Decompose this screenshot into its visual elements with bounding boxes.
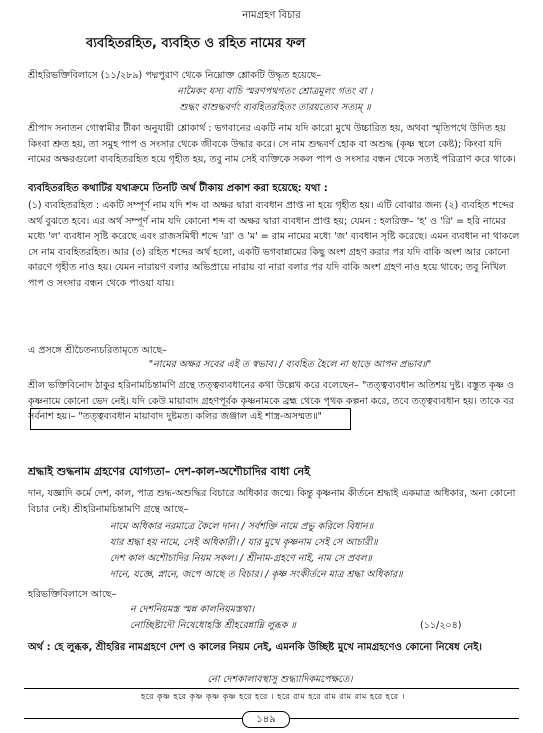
haribhakti-verse-1: ন দেশনিয়মস্ত স্মন্ন কালনিয়মস্তথা। <box>130 604 255 615</box>
footer-mantra: হরে কৃষ্ণ হরে কৃষ্ণ কৃষ্ণ কৃষ্ণ হরে হরে । হরে রাম হরে রাম রাম রাম হরে হরে । <box>141 692 405 701</box>
verse-line-2: শুদ্ধং বাশুদ্ধবর্ণং ব্যবহিতরহিতং তারয়ত্যেব সত্যম্ ॥ <box>179 102 371 113</box>
intro-paragraph: শ্রীহরিভক্তিবিলাসে (১১/২৮৯) পদ্মপুরাণ থেকে নিম্নোক্ত শ্লোকটি উদ্ধৃত হয়েছে– <box>28 70 322 81</box>
chaitanya-verse: "নামের অক্ষর সবের এই ত স্বভাব। / ব্যবহিত হৈলে না ছাড়ে আপন প্রভাব॥" <box>148 359 432 370</box>
verse-reference: (১১/২০৪) <box>420 620 462 631</box>
haribhakti-verse-2: নোচ্ছিষ্টাদৌ নিষেধোহস্তি শ্রীহরেন্নাম্নি লুব্ধক ॥ <box>130 620 296 631</box>
commentary-paragraph: শ্রীপাদ সনাতন গোস্বামীর টীকা অনুযায়ী শ্লোকার্থ : ভগবানের একটি নাম যদি কারো মুখে উচ্চারিত হয়, অথবা স্মৃতিপথে উদিত হয় কিংবা শ্রুত হয়, তা সমুহ পাপ ও সংসার থেকে জীবকে উদ্ধার করে। সে নাম শুদ্ধবর্ণ হোক বা অশুদ্ধ (কৃষ্ণ স্থলে কেষ্ট); কিংবা যদি নামের অক্ষরগুলো ব্যবহিতরহিত হয়ে গৃহীত হয়, তবু নাম সেই ব্যক্তিকে সকল পাপ ও সংসার বন্ধন থেকে সত্যই পরিত্রাণ করে থাকে। <box>28 123 516 165</box>
chaitanya-intro: এ প্রসঙ্গে শ্রীচৈতন্যচরিতামৃতে আছে– <box>28 345 167 356</box>
verse-line: নামে অধিকার নরমাত্রে কৈলে দান। / সর্বশক্তি নামে প্রভু করিলে বিধান॥ <box>110 521 374 532</box>
footer-rule-top <box>24 688 519 689</box>
section-heading-faith: শ্রদ্ধাই শুদ্ধনাম গ্রহণের যোগ্যতা– দেশ-কাল-অশৌচাদির বাধা নেই <box>28 465 310 478</box>
verse-line-1: নামৈকং যস্য বাচি স্মরণপথগতং শ্রোত্রমূলং গতং বা । <box>177 86 373 97</box>
verse-line: দেশ কাল অশৌচাদির নিয়ম সকল। / শ্রীনাম-গ্রহণে নাই, নাম সে প্রবল॥ <box>110 553 372 564</box>
section-title: ব্যবহিতরহিত, ব্যবহিত ও রহিত নামের ফল <box>86 36 306 51</box>
verse-block <box>110 519 403 583</box>
running-header: নামগ্রহণ বিচার <box>242 10 301 21</box>
bhaktivinoda-paragraph: শ্রীল ভক্তিবিনোদ ঠাকুর হরিনামচিন্তামণি গ্রন্থে তত্ত্বব্যবধানের কথা উল্লেখ করে বলেছেন– "তত্ত্বব্যবধান অতিশয় দুষ্ট। বস্তুত কৃষ্ণ ও কৃষ্ণনামে কোনো ভেদ নেই। যদি কেউ মায়াবাদ গ্রহণপূর্বক কৃষ্ণনামকে ব্রহ্ম থেকে পৃথক কল্পনা করে, তবে তত্ত্বব্যবধান হয়। তাকে বর সর্বনাশ হয়।– "তত্ত্বব্যবধান মায়াবাদ দুষ্টমত। কলির জঞ্জাল এই শাস্ত্র-অসম্মত॥" <box>28 380 515 422</box>
verse-line: যার শ্রদ্ধা হয় নামে, সেই অধিকারী। / যার মুখে কৃষ্ণনাম সেই সে আচারী॥ <box>110 537 378 548</box>
faith-paragraph: দান, যজ্ঞাদি কর্মে দেশ, কাল, পাত্র শুদ্ধ-অশুদ্ধির বিচারে অধিকার জন্মে। কিন্তু কৃষ্ণনাম কীর্তনে শ্রদ্ধাই একমাত্র অধিকার, অন্য কোনো বিচার নেই। শ্রীহরিনামচিন্তামণি গ্রন্থে আছে– <box>28 488 516 515</box>
haribhakti-intro: হরিভক্তিবিলাসে আছে– <box>28 589 117 600</box>
highlight-box <box>30 408 351 430</box>
subheading-meanings: ব্যবহিতরহিত কথাটির যথাক্রমে তিনটি অর্থ টীকায় প্রকাশ করা হয়েছে: যথা : <box>28 183 328 194</box>
verse-line: দানে, যজ্ঞে, স্নানে, জপে আছে ত বিচার। / কৃষ্ণ সংকীর্তনে মাত্র শ্রদ্ধা অধিকার॥ <box>110 569 403 580</box>
meanings-paragraph: (১) ব্যবহিতরহিত : একটি সম্পূর্ণ নাম যদি শব্দ বা অক্ষর দ্বারা ব্যবধান প্রাপ্ত না হয়ে গৃহীত হয়। এটি বোঝার জন্য (২) ব্যবহিত শব্দের অর্থ বুঝতে হবে। এর অর্থ সম্পূর্ণ নাম যদি কোনো শব্দ বা অক্ষর দ্বারা ব্যবধান প্রাপ্ত হয়; যেমন : হলরিক্ত– 'হ' ও 'রি' = হরি নামের মধ্যে 'ল' ব্যবধান সৃষ্টি করেছে এবং রাজসমিথী শব্দে 'রা' ও 'ম' = রাম নামের মধ্যে 'জ' ব্যবধান সৃষ্টি করেছে। এমন ব্যবধান না থাকলে সে নাম ব্যবহিতরহিত। আর (৩) রহিত শব্দের অর্থ হলো, একটি ভগবান্নামের কিছু অংশ গ্রহণ করার পর যদি বাকি অংশ আর কোনো কারণে গৃহীত নাও হয়। যেমন নারায়ণ বলার অভিপ্রায়ে নারায় বা নারা বলার পর যদি বাকি অংশ গ্রহণ নাও হয়ে থাকে; তবু নিখিল পাপ ও সংসার বন্ধন থেকে পাওয়া যায়। <box>28 200 520 289</box>
closing-verse: নো দেশকালাবস্থাসু শুদ্ধ্যাদিকমপেক্ষতে। <box>207 674 353 685</box>
page-number: ১৪৯ <box>242 711 290 728</box>
meaning-paragraph: অর্থ : হে লুব্ধক, শ্রীহরির নামগ্রহণে দেশ ও কালের নিয়ম নেই, এমনকি উচ্ছিষ্ট মুখে নামগ্রহণেও কোনো নিষেধ নেই। <box>28 642 482 653</box>
